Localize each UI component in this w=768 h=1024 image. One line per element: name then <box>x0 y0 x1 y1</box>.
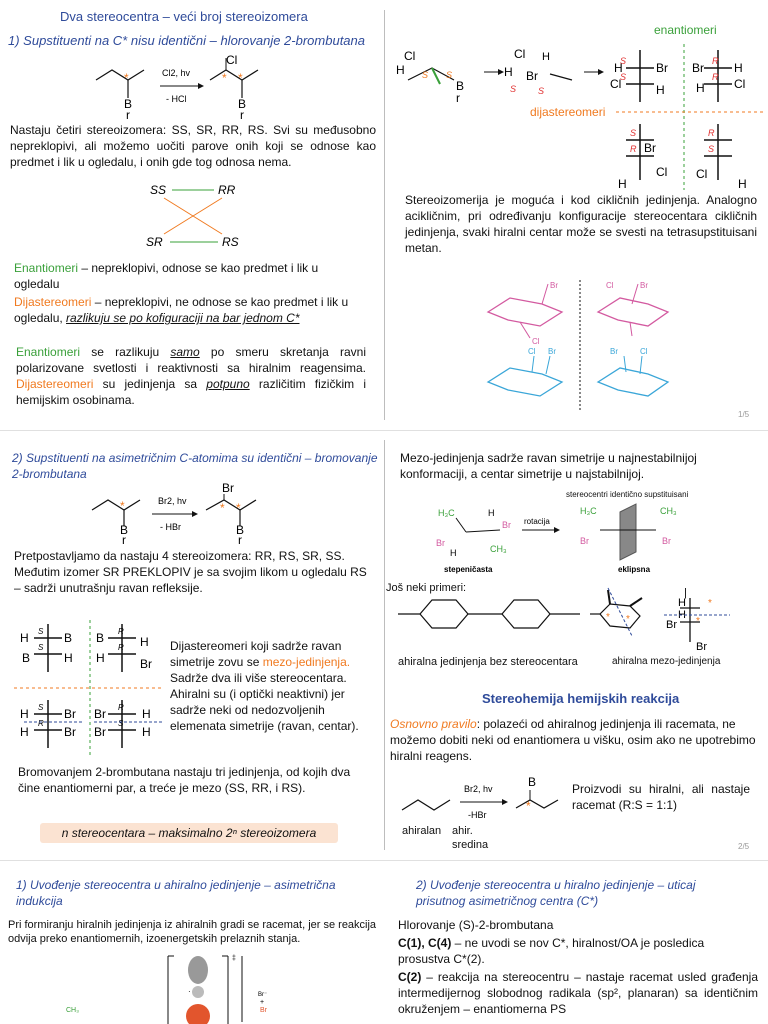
achiral-caption: ahiralna jedinjenja bez stereocentara <box>398 656 578 668</box>
svg-text:Br: Br <box>656 61 668 75</box>
svg-text:*: * <box>120 499 125 513</box>
svg-text:S: S <box>538 86 545 96</box>
svg-text:H: H <box>96 651 105 665</box>
slide2-paragraph-assumption: Pretpostavljamo da nastaju 4 stereoizomera: RR, RS, SR, SS. Međutim izomer SR PREKLOPIV je sa svojim likom u ogledalu RS – sadrži unutrašnju ravan refleksije. <box>14 549 367 595</box>
svg-text:Br: Br <box>526 69 538 83</box>
svg-text:SR: SR <box>146 235 163 249</box>
meso-symmetry-text: Mezo-jedinjenja sadrže ravan simetrije u najnestabilnijoj konformaciji, a centar simetrije u najstabilnijoj. <box>400 451 697 481</box>
svg-text:r: r <box>240 108 244 120</box>
slide4-line1: Hlorovanje (S)-2-brombutana <box>398 918 554 932</box>
svg-text:Br: Br <box>662 536 671 546</box>
svg-text:Br: Br <box>548 347 556 356</box>
svg-text:Br: Br <box>260 1007 267 1014</box>
svg-text:Br: Br <box>502 520 511 530</box>
svg-text:S: S <box>630 128 637 138</box>
svg-text:S: S <box>38 643 44 652</box>
svg-text:*: * <box>220 501 225 515</box>
svg-text:H₃C: H₃C <box>580 506 597 516</box>
divider-vertical-middle <box>384 440 385 850</box>
svg-text:H₃C: H₃C <box>438 508 455 518</box>
svg-text:S: S <box>38 703 44 712</box>
page-number-1: 1/5 <box>738 410 750 419</box>
enantiomer-properties: Enantiomeri se razlikuju samo po smeru skretanja ravni polarizovane svetlosti i reaktivnosti sa hiralnim reagensima. Dijastereomeri su jedinjenja sa potpuno različitim fizičkim i hemijskim osobinama. <box>16 345 366 407</box>
reaction-stereochemistry-heading: Stereohemija hemijskih reakcija <box>482 691 680 706</box>
svg-text:Br: Br <box>94 725 106 739</box>
divider-vertical-top <box>384 10 385 420</box>
page-number-2: 2/5 <box>738 842 750 851</box>
svg-text:Cl: Cl <box>696 167 708 181</box>
svg-text:Br: Br <box>222 482 234 495</box>
svg-text:H: H <box>20 631 29 645</box>
svg-text:Br: Br <box>436 538 445 548</box>
stereoisomer-rule-box: n stereocentara – maksimalno 2ⁿ stereoizomera <box>40 823 338 843</box>
svg-text:*: * <box>696 616 700 627</box>
svg-text:H: H <box>504 65 513 79</box>
slide4-c14-text: C(1), C(4) – ne uvodi se nov C*, hiralnost/OA je posledica prosustva C*(2). <box>398 936 705 966</box>
svg-text:H: H <box>738 177 747 190</box>
svg-text:Cl2, hv: Cl2, hv <box>162 68 191 78</box>
bromobutane-chlorination-scheme <box>80 52 300 120</box>
svg-text:- HBr: - HBr <box>160 522 181 532</box>
svg-text:B: B <box>238 97 247 111</box>
svg-text:Cl: Cl <box>404 49 416 63</box>
isomer-relationship-diagram <box>140 180 250 252</box>
svg-text:stepeničasta: stepeničasta <box>444 565 493 574</box>
more-examples-label: Još neki primeri: <box>386 582 467 594</box>
svg-text:H: H <box>488 508 495 518</box>
basic-rule-text: Osnovno pravilo: polazeći od ahiralnog jedinjenja ili racemata, ne možemo dobiti neki od enantiomera u višku, osim ako ne upotrebimo hiralni reagens. <box>390 717 756 763</box>
svg-text:RS: RS <box>222 235 239 249</box>
svg-text:S: S <box>422 70 429 80</box>
cyclic-stereoisomerism-text: Stereoizomerija je moguća i kod cikličnih jedinjenja. Analogno acikličnim, pri određivanju konfiguracije stereocentara cikličnih jedinjenja, svaki hiralni centar može se svesti na tetrasupstituisani metan. <box>405 193 757 255</box>
svg-text:S: S <box>446 70 453 80</box>
svg-text:H: H <box>142 707 151 721</box>
svg-text:*: * <box>124 71 129 85</box>
svg-text:‡: ‡ <box>232 955 236 962</box>
svg-text:r: r <box>122 533 126 544</box>
svg-text:H: H <box>734 61 743 75</box>
svg-text:H: H <box>614 61 623 75</box>
svg-text:H: H <box>140 635 149 649</box>
meso-caption: ahiralna mezo-jedinjenja <box>612 656 721 667</box>
achiral-label: ahiralan <box>402 825 442 837</box>
svg-text:R: R <box>38 719 44 728</box>
dibromobutane-fischer-projections <box>14 616 164 756</box>
slide1-title: Dva stereocentra – veći broj stereoizomera <box>60 9 308 24</box>
svg-text:-HBr: -HBr <box>468 810 487 820</box>
more-examples-structures <box>394 582 764 652</box>
svg-text:Br: Br <box>140 657 152 671</box>
svg-text:S: S <box>620 72 627 82</box>
svg-text:H: H <box>678 597 686 609</box>
svg-text:H: H <box>678 609 686 621</box>
svg-text:Br: Br <box>666 619 677 631</box>
racemate-products-text: Proizvodi su hiralni, ali nastaje racemat (R:S = 1:1) <box>572 782 750 812</box>
diastereomer-definition: Dijastereomeri – nepreklopivi, ne odnose se kao predmet i lik u ogledalu, razlikuju se po kofiguraciji na bar jednom C* <box>14 295 349 325</box>
svg-text:r: r <box>238 533 242 544</box>
svg-text:eklipsna: eklipsna <box>618 565 651 574</box>
svg-text:Cl: Cl <box>528 347 536 356</box>
svg-text:r: r <box>456 91 460 105</box>
svg-text:Cl: Cl <box>640 347 648 356</box>
svg-text:Cl: Cl <box>734 77 746 91</box>
svg-text:Br: Br <box>640 281 648 290</box>
svg-text:Cl: Cl <box>606 281 614 290</box>
slide1-heading: 1) Supstituenti na C* nisu identični – hlorovanje 2-brombutana <box>8 33 365 48</box>
svg-text:rotacija: rotacija <box>524 517 550 526</box>
svg-text:Br⁻: Br⁻ <box>258 992 268 998</box>
enantiomer-label: enantiomeri <box>654 23 717 37</box>
svg-text:Cl: Cl <box>656 165 668 179</box>
enantiomer-definition: Enantiomeri – nepreklopivi, odnose se kao predmet i lik u ogledalu <box>14 261 319 291</box>
svg-text:H: H <box>64 651 73 665</box>
svg-text:*: * <box>526 799 531 813</box>
svg-text:Cl: Cl <box>532 337 540 346</box>
svg-text:Br: Br <box>94 707 106 721</box>
svg-text:CH₃: CH₃ <box>660 506 677 516</box>
svg-text:S: S <box>708 144 715 154</box>
svg-text:·: · <box>188 987 191 996</box>
svg-text:R: R <box>712 56 719 66</box>
svg-text:Cl: Cl <box>514 47 526 61</box>
divider-horizontal-2 <box>0 860 768 861</box>
svg-text:*: * <box>236 501 241 515</box>
slide4-c2-text: C(2) – reakcija na stereocentru – nastaje racemat usled građenja intermedijernog slobodnog radikala (sp², planaran) sa identičnim okruženjem – enantiomerna PS <box>398 970 758 1016</box>
svg-text:B: B <box>528 775 537 789</box>
meso-definition: Dijastereomeri koji sadrže ravan simetrije zovu se mezo-jedinjenja. Sadrže dva ili više stereocentara. Ahiralni su (i optički neaktivni) jer sadrže neki od nedozvoljenih elemenata simetrije (ravan, centar). <box>170 639 359 733</box>
meso-conformation-figure <box>430 500 730 578</box>
svg-text:Br: Br <box>644 141 656 155</box>
svg-text:R: R <box>118 703 124 712</box>
cyclohexane-stereoisomers <box>480 276 680 416</box>
svg-text:B: B <box>22 651 31 665</box>
slide2-paragraph-result: Bromovanjem 2-brombutana nastaju tri jedinjenja, od kojih dva čine enantiomerni par, a treće je mezo (SS, RR, i RS). <box>18 765 351 795</box>
svg-text:S: S <box>118 719 124 728</box>
svg-text:|: | <box>684 587 687 599</box>
svg-text:Cl: Cl <box>610 77 622 91</box>
svg-text:Br: Br <box>580 536 589 546</box>
svg-text:H: H <box>396 63 405 77</box>
svg-text:S: S <box>620 56 627 66</box>
svg-text:B: B <box>124 97 133 111</box>
svg-text:H: H <box>542 51 550 63</box>
svg-text:RR: RR <box>218 183 236 197</box>
svg-text:R: R <box>118 627 124 636</box>
svg-text:Br: Br <box>696 641 707 652</box>
svg-text:+: + <box>260 999 265 1006</box>
svg-text:H: H <box>656 83 665 97</box>
svg-text:CH₃: CH₃ <box>490 544 507 554</box>
svg-text:Br2, hv: Br2, hv <box>464 784 493 794</box>
figure-caption: stereocentri identično supstituisani <box>566 490 689 499</box>
svg-text:SS: SS <box>150 183 167 197</box>
svg-text:B: B <box>96 631 105 645</box>
bromination-scheme <box>88 482 288 544</box>
svg-text:H: H <box>618 177 627 190</box>
svg-text:Br: Br <box>64 725 76 739</box>
svg-text:Br2, hv: Br2, hv <box>158 496 187 506</box>
svg-text:r: r <box>126 108 130 120</box>
svg-text:Br: Br <box>64 707 76 721</box>
svg-text:R: R <box>712 72 719 82</box>
transition-state-figure <box>60 950 320 1024</box>
svg-text:B: B <box>236 523 245 537</box>
svg-text:S: S <box>510 84 517 94</box>
svg-text:H: H <box>142 725 151 739</box>
svg-text:Br: Br <box>692 61 704 75</box>
svg-text:*: * <box>606 612 610 623</box>
svg-text:H: H <box>450 548 457 558</box>
svg-text:R: R <box>630 144 637 154</box>
svg-text:B: B <box>64 631 73 645</box>
svg-text:R: R <box>708 128 715 138</box>
svg-text:S: S <box>38 627 44 636</box>
svg-text:*: * <box>708 598 712 609</box>
svg-text:CH₃: CH₃ <box>66 1007 79 1014</box>
svg-text:*: * <box>626 614 630 625</box>
slide2-heading: 2) Supstituenti na asimetričnim C-atomima su identični – bromovanje 2-brombutana <box>12 451 378 481</box>
svg-text:H: H <box>20 707 29 721</box>
slide3-heading: 1) Uvođenje stereocentra u ahiralno jedinjenje – asimetrična indukcija <box>16 878 336 908</box>
svg-text:B: B <box>120 523 129 537</box>
svg-text:*: * <box>238 71 243 85</box>
slide3-paragraph: Pri formiranju hiralnih jedinjenja iz ahiralnih gradi se racemat, jer se reakcija odvija preko enantiomernih, izoenergetskih prelaznih stanja. <box>8 919 377 945</box>
slide1-paragraph-isomers: Nastaju četiri stereoizomera: SS, SR, RR, RS. Svi su međusobno nepreklopivi, ali možemo uočiti parove onih koji se odnose kao predmet i lik u ogledalu, i onih gde tog odnosa nema. <box>10 123 376 169</box>
svg-text:B: B <box>456 79 465 93</box>
achiral-environment-label: ahir. sredina <box>452 825 489 851</box>
svg-text:*: * <box>222 71 227 85</box>
svg-text:Br: Br <box>610 347 618 356</box>
svg-text:R: R <box>118 643 124 652</box>
svg-text:Cl: Cl <box>226 53 238 67</box>
divider-horizontal-1 <box>0 430 768 431</box>
slide4-heading: 2) Uvođenje stereocentra u hiralno jedinjenje – uticaj prisutnog asimetričnog centra (C*) <box>416 878 696 908</box>
svg-text:H: H <box>696 81 705 95</box>
svg-text:Br: Br <box>550 281 558 290</box>
diastereomer-label: dijastereomeri <box>530 105 606 119</box>
svg-text:- HCl: - HCl <box>166 94 187 104</box>
svg-text:H: H <box>20 725 29 739</box>
